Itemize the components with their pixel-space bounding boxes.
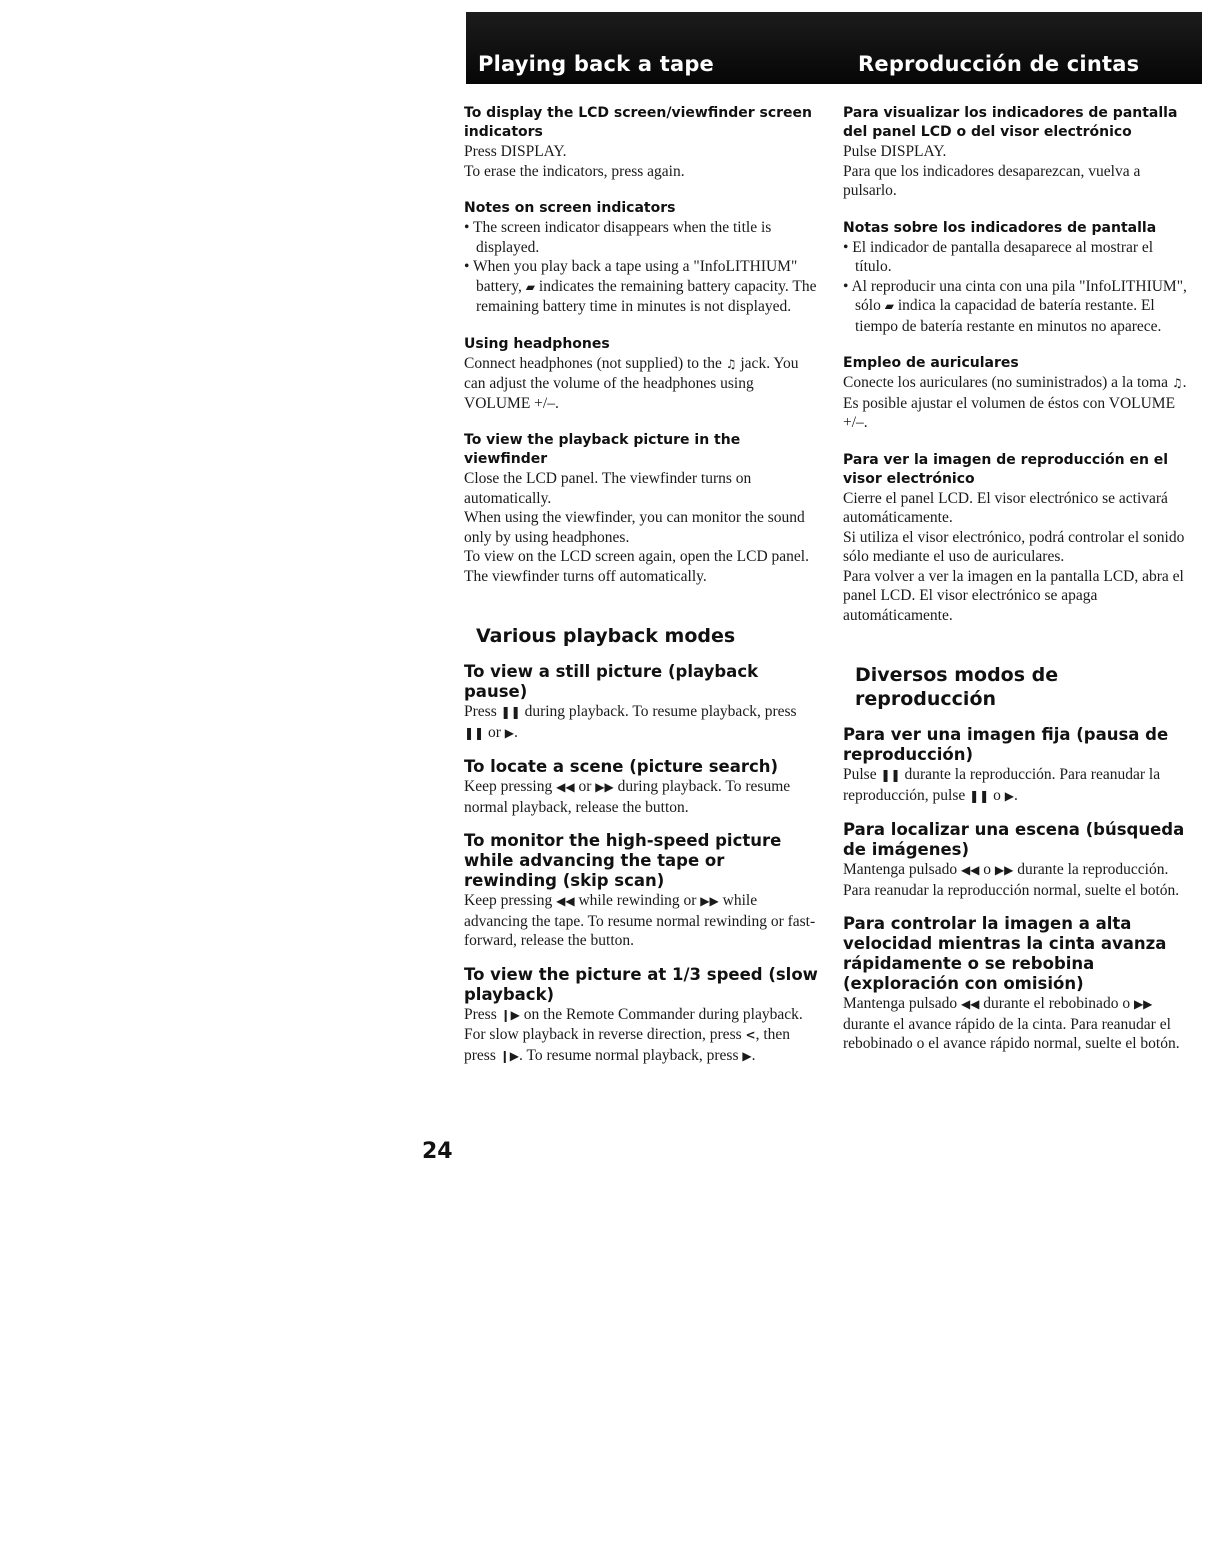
- locate-heading-es: Para localizar una escena (búsqueda de imágenes): [843, 820, 1185, 859]
- header-title-es: Reproducción de cintas: [858, 52, 1140, 76]
- display-text-1-es: Pulse DISPLAY.: [843, 143, 947, 160]
- slow-text: Press ❙▶ on the Remote Commander during playback. For slow playback in reverse direction, press <, then press ❙▶. To resume normal playback, press ▶.: [464, 1005, 803, 1064]
- battery-icon: ▰: [884, 299, 894, 313]
- headphones-heading: Using headphones: [464, 335, 610, 352]
- pause-icon: ❚❚: [880, 768, 901, 782]
- reverse-icon: <: [745, 1028, 756, 1042]
- display-heading: To display the LCD screen/viewfinder screen indicators: [464, 105, 812, 140]
- display-text-2: To erase the indicators, press again.: [464, 162, 685, 180]
- section-title-es: Diversos modos de reproducción: [855, 664, 1059, 710]
- still-heading-es: Para ver una imagen fija (pausa de reproducción): [843, 725, 1169, 764]
- slow-play-icon: ❙▶: [499, 1048, 520, 1063]
- notes-heading: Notes on screen indicators: [464, 200, 676, 216]
- display-text-1: Press DISPLAY.: [464, 143, 567, 160]
- monitor-text-es: Mantenga pulsado ◀◀ durante el rebobinado o ▶▶ durante el avance rápido de la cinta. Para reanudar el rebobinado o el avance rápido normal, suelte el botón.: [843, 995, 1180, 1052]
- play-icon: ▶: [1004, 788, 1014, 803]
- viewfinder-text-1: Close the LCD panel. The viewfinder turns on automatically.: [464, 470, 752, 507]
- rewind-icon: ◀◀: [960, 863, 980, 877]
- notes-bullet-1: • The screen indicator disappears when the title is displayed.: [464, 219, 772, 256]
- rewind-icon: ◀◀: [960, 997, 980, 1011]
- header-title-en: Playing back a tape: [478, 52, 714, 76]
- locate-text-es: Mantenga pulsado ◀◀ o ▶▶ durante la reproducción. Para reanudar la reproducción normal, suelte el botón.: [843, 861, 1180, 899]
- notes-heading-es: Notas sobre los indicadores de pantalla: [843, 219, 1157, 236]
- viewfinder-text-3-es: Para volver a ver la imagen en la pantalla LCD, abra el panel LCD. El visor electrónico se apaga automáticamente.: [843, 567, 1184, 624]
- battery-icon: ▰: [525, 279, 536, 294]
- column-spanish: [843, 104, 1193, 1054]
- display-text-2-es: Para que los indicadores desaparezcan, vuelva a pulsarlo.: [843, 162, 1141, 199]
- fast-forward-icon: ▶▶: [700, 894, 719, 908]
- still-text-es: Pulse ❚❚ durante la reproducción. Para reanudar la reproducción, pulse ❚❚ o ▶.: [843, 766, 1161, 804]
- notes-bullet-1-es: • El indicador de pantalla desaparece al mostrar el título.: [843, 238, 1154, 275]
- section-title: Various playback modes: [476, 625, 736, 647]
- monitor-heading: To monitor the high-speed picture while advancing the tape or rewinding (skip scan): [464, 831, 782, 890]
- headphone-icon: ♫: [1171, 376, 1183, 390]
- notes-bullet-2: • When you play back a tape using a "InfoLITHIUM" battery, ▰ indicates the remaining battery capacity. The remaining battery time in minutes is not displayed.: [464, 258, 817, 315]
- viewfinder-text-2-es: Si utiliza el visor electrónico, podrá controlar el sonido sólo mediante el uso de auriculares.: [843, 528, 1185, 565]
- viewfinder-text-3: To view on the LCD screen again, open the LCD panel. The viewfinder turns off automatically.: [464, 548, 809, 585]
- monitor-text: Keep pressing ◀◀ while rewinding or ▶▶ while advancing the tape. To resume normal rewinding or fast-forward, release the button.: [464, 892, 816, 949]
- fast-forward-icon: ▶▶: [595, 780, 614, 794]
- viewfinder-text-2: When using the viewfinder, you can monitor the sound only by using headphones.: [464, 509, 805, 546]
- play-icon: ▶: [742, 1048, 752, 1063]
- page-number: 24: [422, 1139, 453, 1164]
- headphone-icon: ♫: [725, 356, 737, 371]
- rewind-icon: ◀◀: [556, 780, 575, 794]
- slow-heading: To view the picture at 1/3 speed (slow playback): [464, 964, 818, 1004]
- viewfinder-heading: To view the playback picture in the viewfinder: [464, 432, 741, 467]
- viewfinder-text-1-es: Cierre el panel LCD. El visor electrónico se activará automáticamente.: [843, 489, 1168, 526]
- slow-play-icon: ❙▶: [500, 1007, 520, 1022]
- locate-heading: To locate a scene (picture search): [464, 757, 779, 776]
- pause-icon: ❚❚: [464, 725, 485, 740]
- headphones-text: Connect headphones (not supplied) to the ♫ jack. You can adjust the volume of the headphones using VOLUME +/–.: [464, 354, 799, 412]
- viewfinder-heading-es: Para ver la imagen de reproducción en el visor electrónico: [843, 451, 1169, 487]
- pause-icon: ❚❚: [969, 788, 990, 803]
- rewind-icon: ◀◀: [556, 894, 575, 908]
- headphones-text-es: Conecte los auriculares (no suministrados) a la toma ♫. Es posible ajustar el volumen de éstos con VOLUME +/–.: [843, 374, 1187, 431]
- fast-forward-icon: ▶▶: [1133, 997, 1153, 1011]
- column-english: [464, 104, 820, 1066]
- locate-text: Keep pressing ◀◀ or ▶▶ during playback. To resume normal playback, release the button.: [464, 778, 791, 816]
- pause-icon: ❚❚: [500, 705, 521, 719]
- display-heading-es: Para visualizar los indicadores de pantalla del panel LCD o del visor electrónico: [843, 105, 1178, 140]
- notes-bullet-2-es: • Al reproducir una cinta con una pila "InfoLITHIUM", sólo ▰ indica la capacidad de batería restante. El tiempo de batería restante en minutos no aparece.: [843, 277, 1187, 335]
- play-icon: ▶: [504, 725, 515, 740]
- headphones-heading-es: Empleo de auriculares: [843, 355, 1019, 371]
- still-text: Press ❚❚ during playback. To resume playback, press ❚❚ or ▶.: [464, 703, 797, 741]
- monitor-heading-es: Para controlar la imagen a alta velocidad mientras la cinta avanza rápidamente o se rebobina (exploración con omisión): [843, 914, 1167, 993]
- still-heading: To view a still picture (playback pause): [464, 662, 759, 701]
- fast-forward-icon: ▶▶: [994, 863, 1014, 877]
